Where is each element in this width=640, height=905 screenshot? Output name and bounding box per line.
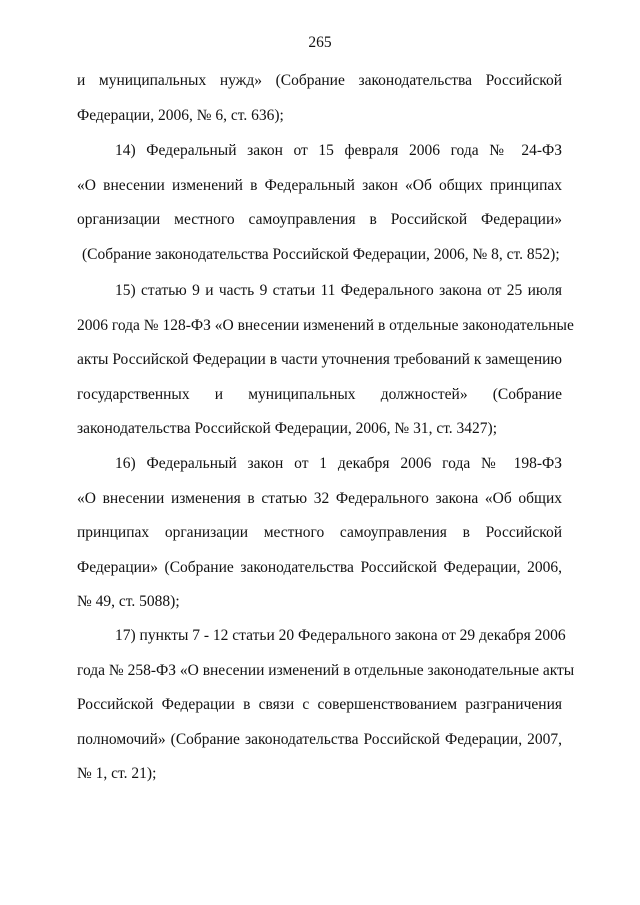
text-line: 2006 года № 128-ФЗ «О внесении изменений в отдельные законодательные xyxy=(77,316,574,334)
text-line: Федерации» (Собрание законодательства Российской Федерации, 2006, xyxy=(77,558,562,576)
text-line: «О внесении изменения в статью 32 Федерального закона «Об общих xyxy=(77,489,562,507)
text-line: Федерации, 2006, № 6, ст. 636); xyxy=(77,106,284,124)
text-line: законодательства Российской Федерации, 2006, № 31, ст. 3427); xyxy=(77,420,498,437)
text-line: № 49, ст. 5088); xyxy=(77,593,180,610)
paragraph-item-17 xyxy=(77,619,575,792)
text-line: государственных и муниципальных должностей» (Собрание xyxy=(77,385,562,403)
text-line: Российской Федерации в связи с совершенствованием разграничения xyxy=(77,696,562,713)
text-line: организации местного самоуправления в Российской Федерации» xyxy=(77,211,562,228)
text-line: 16) Федеральный закон от 1 декабря 2006 года № 198-ФЗ xyxy=(115,455,562,472)
text-line: № 1, ст. 21); xyxy=(77,765,157,782)
page-number: 265 xyxy=(308,34,332,51)
paragraph-continuation xyxy=(77,64,562,133)
text-line: акты Российской Федерации в части уточнения требований к замещению xyxy=(77,351,562,368)
text-line: (Собрание законодательства Российской Федерации, 2006, № 8, ст. 852); xyxy=(82,245,560,263)
text-line: полномочий» (Собрание законодательства Российской Федерации, 2007, xyxy=(77,730,562,748)
paragraph-item-14 xyxy=(77,134,562,272)
text-line: принципах организации местного самоуправления в Российской xyxy=(77,524,562,541)
text-line: 15) статью 9 и часть 9 статьи 11 Федерального закона от 25 июля xyxy=(115,282,562,299)
paragraph-item-16 xyxy=(77,447,562,620)
text-line: 14) Федеральный закон от 15 февраля 2006 года № 24-ФЗ xyxy=(115,142,562,159)
text-line: и муниципальных нужд» (Собрание законодательства Российской xyxy=(77,72,562,89)
text-line: года № 258-ФЗ «О внесении изменений в отдельные законодательные акты xyxy=(77,661,575,679)
text-line: «О внесении изменений в Федеральный закон «Об общих принципах xyxy=(77,176,562,194)
paragraph-item-15 xyxy=(77,274,574,447)
text-line: 17) пункты 7 - 12 статьи 20 Федерального закона от 29 декабря 2006 xyxy=(115,627,566,644)
